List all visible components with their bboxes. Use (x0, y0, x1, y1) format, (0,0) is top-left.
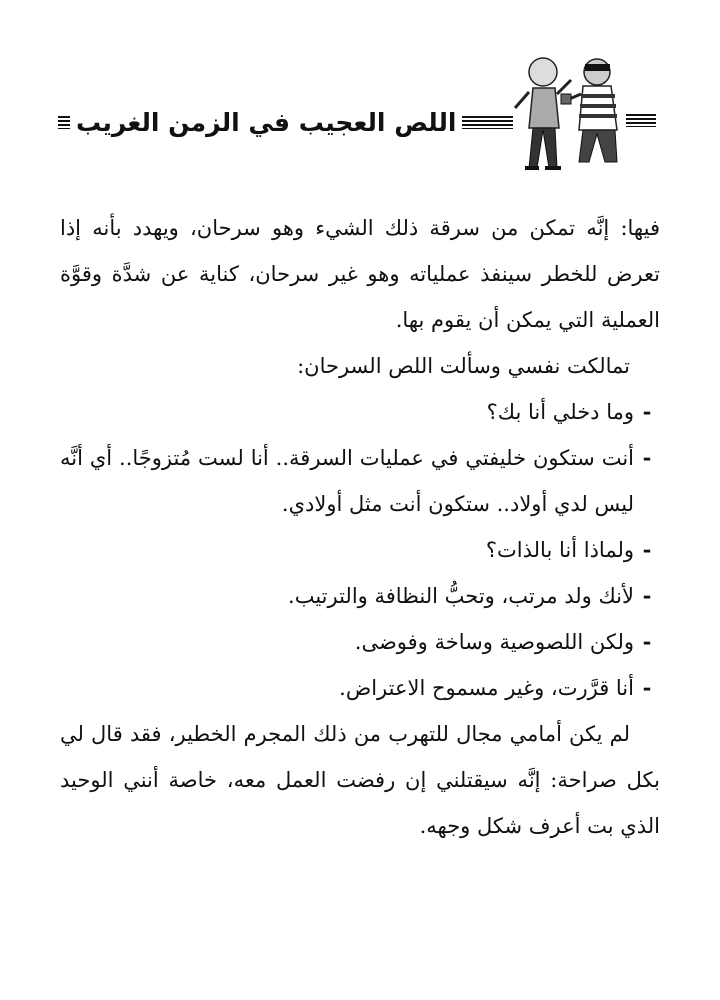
dialogue-dash: - (642, 675, 652, 700)
dialogue-line-3 (60, 527, 660, 573)
dialogue-dash: - (642, 583, 652, 608)
paragraph-2: تمالكت نفسي وسألت اللص السرحان: (297, 354, 630, 378)
dialogue-line-6 (60, 665, 660, 711)
paragraph-1: فيها: إنَّه تمكن من سرقة ذلك الشيء وهو سرحان، ويهدد بأنه إذا تعرض للخطر سينفذ عملياته وهو غير سرحان، كناية عن شدَّة وقوَّة العملية التي يمكن أن يقوم بها. (60, 216, 660, 332)
dialogue-text: أنت ستكون خليفتي في عمليات السرقة.. أنا لست مُتزوجًا.. أي أنَّه ليس لدي أولاد.. ستكون أنت مثل أولادي. (60, 446, 634, 516)
dialogue-text: ولكن اللصوصية وساخة وفوضى. (354, 630, 634, 654)
dialogue-text: وما دخلي أنا بك؟ (486, 400, 634, 424)
title-banner (58, 105, 513, 139)
dialogue-line-2 (60, 435, 660, 527)
dialogue-line-5 (60, 619, 660, 665)
chapter-title: اللص العجيب في الزمن الغريب (76, 107, 457, 137)
dialogue-dash: - (642, 537, 652, 562)
dialogue-text: أنا قرَّرت، وغير مسموح الاعتراض. (339, 676, 634, 700)
dialogue-dash: - (642, 629, 652, 654)
paragraph-3: لم يكن أمامي مجال للتهرب من ذلك المجرم الخطير، فقد قال لي بكل صراحة: إنَّه سيقتلني إن رفضت العمل معه، خاصة أنني الوحيد الذي بت أعرف شكل وجهه. (60, 722, 660, 838)
dialogue-dash: - (642, 445, 652, 470)
dialogue-dash: - (642, 399, 652, 424)
page-body (60, 205, 660, 849)
dialogue-text: ولماذا أنا بالذات؟ (485, 538, 634, 562)
decorative-bars-right (626, 114, 656, 127)
dialogue-line-4 (60, 573, 660, 619)
thief-and-boy-illustration-icon (505, 50, 630, 175)
dialogue-line-1 (60, 389, 660, 435)
decorative-bars-end (58, 116, 70, 129)
dialogue-text: لأنك ولد مرتب، وتحبُّ النظافة والترتيب. (288, 584, 634, 608)
